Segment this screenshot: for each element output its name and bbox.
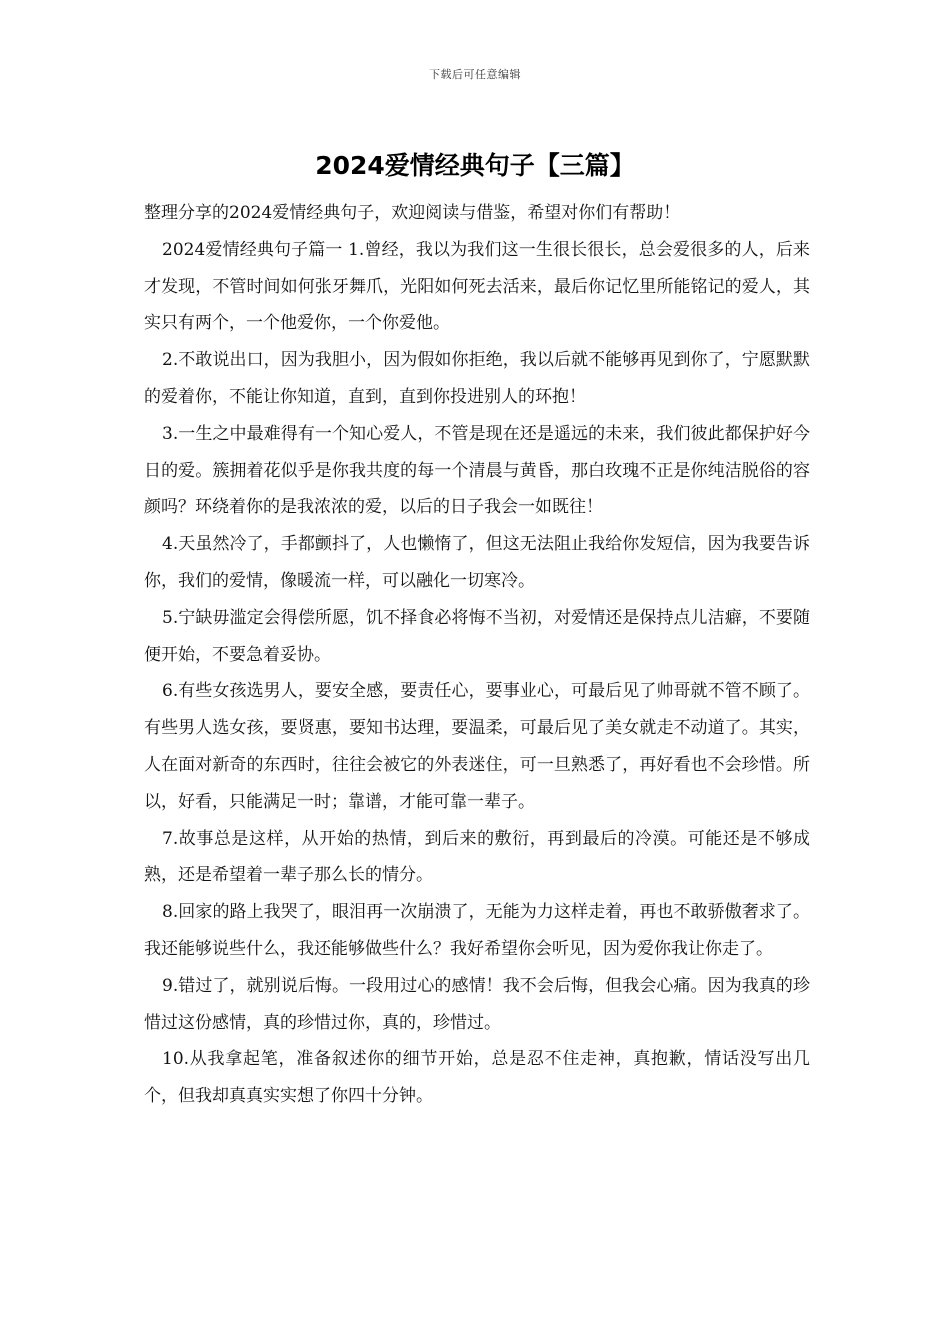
paragraph-8: 8.回家的路上我哭了，眼泪再一次崩溃了，无能为力这样走着，再也不敢骄傲奢求了。我还能够说些什么，我还能够做些什么？我好希望你会听见，因为爱你我让你走了。 — [144, 902, 810, 959]
paragraph-10: 10.从我拿起笔，准备叙述你的细节开始，总是忍不住走神，真抱歉，情话没写出几个，但我却真真实实想了你四十分钟。 — [144, 1049, 810, 1107]
paragraph-5: 5.宁缺毋滥定会得偿所愿，饥不择食必将悔不当初，对爱情还是保持点儿洁癖，不要随便开始，不要急着妥协。 — [144, 607, 810, 665]
header-note: 下载后可任意编辑 — [429, 68, 521, 81]
document-body — [144, 195, 810, 1115]
document-title: 2024爱情经典句子【三篇】 — [315, 151, 635, 180]
paragraph-1: 2024爱情经典句子篇一 1.曾经，我以为我们这一生很长很长，总会爱很多的人，后来才发现，不管时间如何张牙舞爪，光阳如何死去活来，最后你记忆里所能铭记的爱人，其实只有两个，一个他爱你，一个你爱他。 — [144, 239, 810, 334]
paragraph-6: 6.有些女孩选男人，要安全感，要责任心，要事业心，可最后见了帅哥就不管不顾了。有些男人选女孩，要贤惠，要知书达理，要温柔，可最后见了美女就走不动道了。其实，人在面对新奇的东西时，往往会被它的外表迷住，可一旦熟悉了，再好看也不会珍惜。所以，好看，只能满足一时；靠谱，才能可靠一辈子。 — [144, 681, 810, 812]
paragraph-4: 4.天虽然冷了，手都颤抖了，人也懒惰了，但这无法阻止我给你发短信，因为我要告诉你，我们的爱情，像暖流一样，可以融化一切寒冷。 — [144, 534, 810, 591]
paragraph-2: 2.不敢说出口，因为我胆小，因为假如你拒绝，我以后就不能够再见到你了，宁愿默默的爱着你，不能让你知道，直到，直到你投进别人的环抱！ — [144, 350, 810, 407]
paragraph-9: 9.错过了，就别说后悔。一段用过心的感情！我不会后悔，但我会心痛。因为我真的珍惜过这份感情，真的珍惜过你，真的，珍惜过。 — [144, 975, 810, 1033]
paragraph-7: 7.故事总是这样，从开始的热情，到后来的敷衍，再到最后的冷漠。可能还是不够成熟，还是希望着一辈子那么长的情分。 — [144, 828, 810, 886]
intro-paragraph: 整理分享的2024爱情经典句子，欢迎阅读与借鉴，希望对你们有帮助！ — [144, 203, 681, 223]
paragraph-3: 3.一生之中最难得有一个知心爱人，不管是现在还是遥远的未来，我们彼此都保护好今日的爱。簇拥着花似乎是你我共度的每一个清晨与黄昏，那白玫瑰不正是你纯洁脱俗的容颜吗？环绕着你的是我浓浓的爱，以后的日子我会一如既往！ — [144, 423, 810, 518]
